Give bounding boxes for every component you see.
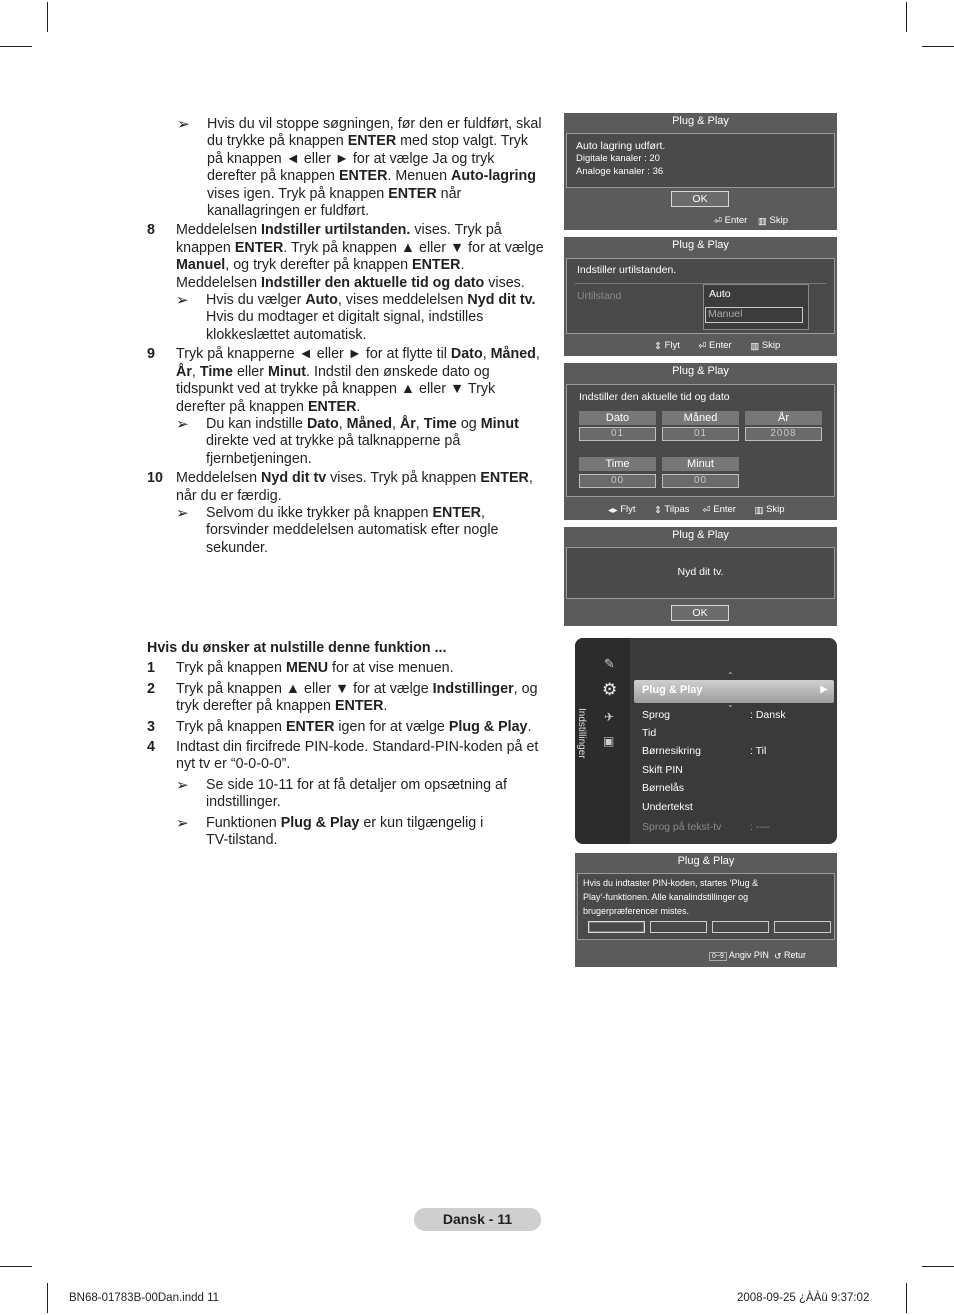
menu-item-teletext-language: Sprog på tekst-tv	[642, 821, 722, 833]
minut-header: Minut	[662, 457, 739, 471]
pin-digit-2[interactable]	[650, 921, 707, 933]
clock-mode-dropdown[interactable]	[703, 284, 809, 330]
menu-item-teletext-language-value: : ----	[750, 821, 770, 833]
screen-pin-entry	[575, 853, 837, 967]
return-icon: ↺	[773, 951, 782, 961]
up-down-icon: ⇕	[654, 341, 662, 352]
skip-icon: ▥	[750, 341, 760, 352]
menu-item-language-value: : Dansk	[750, 709, 786, 721]
note-arrow-icon: ➢	[176, 504, 189, 522]
note-arrow-icon: ➢	[176, 292, 189, 310]
instructions-top	[147, 116, 547, 557]
crop-mark	[906, 2, 907, 32]
screen-enjoy-tv	[564, 527, 837, 626]
menu-item-parental-lock[interactable]: Børnelås	[642, 782, 685, 794]
screen-title: Plug & Play	[672, 365, 729, 377]
menu-item-time[interactable]: Tid	[642, 727, 657, 739]
input-icon[interactable]: ▣	[603, 734, 615, 748]
screen-auto-store-done	[564, 113, 837, 230]
screen-title: Plug & Play	[677, 855, 735, 867]
screen-title: Plug & Play	[672, 529, 729, 541]
option-auto[interactable]: Auto	[709, 288, 731, 300]
footer-timestamp: 2008-09-25 ¿ÀÀü 9:37:02	[737, 1292, 870, 1304]
page-number-badge: Dansk - 11	[414, 1208, 541, 1231]
screen-time-date	[564, 363, 837, 520]
number-keys-icon: 0~9	[709, 952, 727, 961]
footer-file-info: BN68-01783B-00Dan.indd 11	[69, 1292, 220, 1304]
note-step-9: ➢ Du kan indstille Dato, Måned, År, Time og Minut direkte ved at trykke på talknapperne på fjernbetjeningen.	[176, 415, 519, 467]
note-arrow-icon: ➢	[176, 415, 189, 433]
reset-step-2: 2 Tryk på knappen ▲ eller ▼ for at vælge Indstillinger, og tryk derefter på knappen ENTER.	[147, 680, 538, 715]
maned-header: Måned	[662, 411, 739, 425]
menu-item-subtitle[interactable]: Undertekst	[642, 801, 693, 813]
footer-hints: ◂▸ Flyt ⇕ Tilpas ⏎ Enter ▥ Skip	[608, 504, 785, 516]
screen-settings-menu	[575, 638, 837, 844]
crop-mark	[922, 1266, 954, 1267]
ar-header: År	[745, 411, 822, 425]
menu-item-child-lock-value: : Til	[750, 745, 767, 757]
reset-note-2: ➢ Funktionen Plug & Play er kun tilgængelig i TV-tilstand.	[176, 814, 484, 849]
enter-icon: ⏎	[702, 505, 711, 516]
note-step-8: ➢ Hvis du vælger Auto, vises meddelelsen Nyd dit tv. Hvis du modtager et digitalt signal, indstilles klokkeslættet automatisk.	[176, 292, 536, 343]
menu-side-label: Indstillinger	[576, 708, 587, 759]
step-8: 8 Meddelelsen Indstiller urtilstanden. vises. Tryk på knappen ENTER. Tryk på knappen ▲ eller ▼ for at vælge Manuel, og tryk derefter på knappen ENTER. Meddelelsen Indstiller den aktuelle tid og dato vises.	[147, 222, 544, 291]
right-arrow-icon: ▶	[820, 684, 828, 695]
left-right-icon: ◂▸	[608, 505, 618, 516]
enter-icon: ⏎	[714, 216, 722, 227]
pin-digit-1[interactable]	[588, 921, 645, 933]
note-step-10: ➢ Selvom du ikke trykker på knappen ENTER, forsvinder meddelelsen automatisk efter nogle sekunder.	[176, 504, 499, 556]
clock-mode-label: Urtilstand	[577, 290, 622, 302]
skip-icon: ▥	[754, 505, 764, 516]
note-arrow-icon: ➢	[176, 776, 189, 794]
screen-title: Plug & Play	[672, 115, 729, 127]
crop-mark	[0, 46, 32, 47]
step-9: 9 Tryk på knapperne ◄ eller ► for at flytte til Dato, Måned, År, Time eller Minut. Indstil den ønskede dato og tidspunkt ved at trykke på knappen ▲ eller ▼ Tryk derefter på knappen ENTER.	[147, 346, 540, 415]
note-stop-search: ➢ Hvis du vil stoppe søgningen, før den er fuldført, skal du trykke på knappen ENTER med stop valgt. Tryk på knappen ◄ eller ► for at vælge Ja og tryk derefter på knappen ENTER. Menuen Auto-lagring vises igen. Tryk på knappen ENTER når kanallagringen er fuldført.	[177, 116, 542, 220]
menu-item-language[interactable]: Sprog	[642, 709, 671, 721]
footer-hints: ⇕ Flyt ⏎ Enter ▥ Skip	[654, 340, 781, 352]
dato-header: Dato	[579, 411, 656, 425]
reset-step-4: 4 Indtast din fircifrede PIN-kode. Standard-PIN-koden på et nyt tv er “0-0-0-0”.	[147, 739, 539, 773]
ok-button[interactable]: OK	[671, 191, 729, 207]
reset-note-1: ➢ Se side 10-11 for at få detaljer om opsætning af indstillinger.	[176, 776, 507, 811]
message-box: Hvis du indtaster PIN-koden, startes ‘Plug & Play’-funktionen. Alle kanalindstillinger og brugerpræferencer mistes.	[577, 873, 835, 940]
message-box: Auto lagring udført. Digitale kanaler : 20 Analoge kanaler : 36	[566, 133, 835, 188]
message-box: Indstiller den aktuelle tid og dato Dato Måned År 01 01 2008 Time Minut 00 00	[566, 384, 835, 497]
settings-gear-icon[interactable]: ⚙	[602, 680, 618, 699]
pin-digit-3[interactable]	[712, 921, 769, 933]
crop-mark	[922, 46, 954, 47]
crop-mark	[47, 1283, 48, 1313]
reset-step-1: 1 Tryk på knappen MENU for at vise menuen.	[147, 660, 454, 677]
footer-hints: ⏎ Enter ▥ Skip	[714, 215, 788, 227]
ok-button[interactable]: OK	[671, 605, 729, 621]
menu-item-child-lock[interactable]: Børnesikring	[642, 745, 701, 757]
footer-hints: 0~9 Angiv PIN ↺ Retur	[709, 950, 806, 962]
scroll-down-icon[interactable]: ⌄	[727, 700, 734, 709]
note-arrow-icon: ➢	[177, 116, 190, 133]
note-arrow-icon: ➢	[176, 814, 189, 832]
message-box: Nyd dit tv.	[566, 547, 835, 599]
channel-icon[interactable]: ✈	[604, 710, 615, 724]
step-10: 10 Meddelelsen Nyd dit tv vises. Tryk på knappen ENTER, når du er færdig.	[147, 470, 533, 504]
instructions-reset	[147, 640, 547, 849]
screen-clock-mode	[564, 237, 837, 356]
screen-title: Plug & Play	[672, 239, 729, 251]
dato-field[interactable]: 01	[579, 427, 656, 441]
up-down-icon: ⇕	[653, 505, 662, 516]
scroll-up-icon[interactable]: ⌃	[727, 671, 734, 680]
time-header: Time	[579, 457, 656, 471]
maned-field[interactable]: 01	[662, 427, 739, 441]
enter-icon: ⏎	[698, 341, 707, 352]
message-box: Indstiller urtilstanden. Urtilstand Auto Manuel	[566, 258, 835, 334]
crop-mark	[0, 1266, 32, 1267]
option-manuel[interactable]: Manuel	[705, 307, 803, 323]
menu-selected-item[interactable]: Plug & Play ▶	[634, 680, 834, 703]
menu-item-change-pin[interactable]: Skift PIN	[642, 764, 683, 776]
crop-mark	[47, 2, 48, 32]
picture-icon[interactable]: ✎	[604, 656, 615, 671]
minut-field[interactable]: 00	[662, 474, 739, 488]
reset-heading: Hvis du ønsker at nulstille denne funktion ...	[147, 640, 447, 656]
skip-icon: ▥	[757, 216, 767, 227]
crop-mark	[906, 1283, 907, 1313]
reset-step-3: 3 Tryk på knappen ENTER igen for at vælge Plug & Play.	[147, 718, 532, 735]
time-field[interactable]: 00	[579, 474, 656, 488]
pin-digit-4[interactable]	[774, 921, 831, 933]
ar-field[interactable]: 2008	[745, 427, 822, 441]
